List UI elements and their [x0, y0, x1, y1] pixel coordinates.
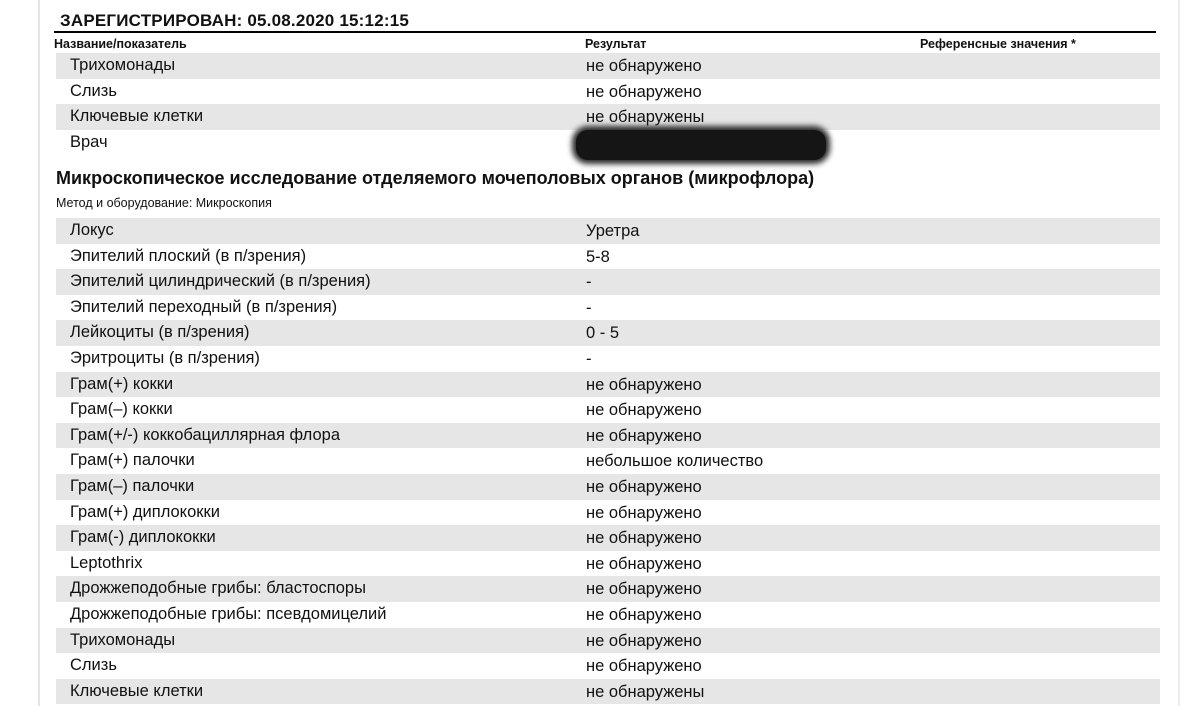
table-row: [56, 628, 1160, 654]
indicator-result: не обнаружено: [586, 401, 702, 420]
registration-datetime: ЗАРЕГИСТРИРОВАН: 05.08.2020 15:12:15: [60, 11, 410, 30]
table-row: [56, 448, 1160, 474]
indicator-name: Локус: [70, 221, 114, 239]
indicator-name: Грам(-) диплококки: [70, 528, 216, 547]
table-row: [56, 218, 1160, 244]
method-equipment: Метод и оборудование: Микроскопия: [56, 196, 272, 210]
indicator-result: не обнаружено: [586, 580, 702, 599]
indicator-name: Врач: [70, 132, 108, 151]
indicator-result: не обнаружено: [586, 631, 702, 650]
indicator-name: Дрожжеподобные грибы: бластоспоры: [70, 579, 366, 598]
indicator-name: Leptothrix: [70, 553, 143, 572]
page-edge-right: [1178, 0, 1180, 706]
indicator-result: не обнаружено: [586, 426, 702, 445]
table-row: [56, 551, 1160, 577]
indicator-result: не обнаружено: [586, 554, 702, 573]
table-row: [56, 320, 1160, 346]
indicator-name: Ключевые клетки: [70, 681, 204, 700]
table-row: [56, 104, 1160, 130]
page-edge-left: [38, 0, 40, 706]
table-row: [56, 346, 1160, 372]
column-header-reference: Референсные значения *: [920, 37, 1076, 51]
indicator-name: Слизь: [70, 656, 117, 675]
column-header-name: Название/показатель: [54, 37, 187, 51]
indicator-result: не обнаружено: [586, 606, 702, 624]
table-row: [56, 679, 1160, 705]
indicator-name: Трихомонады: [70, 56, 176, 74]
indicator-name: Эпителий переходный (в п/зрения): [70, 297, 338, 316]
indicator-result: не обнаружено: [586, 657, 702, 676]
table-row: [56, 269, 1160, 295]
indicator-result: не обнаружено: [586, 529, 702, 548]
indicator-result: не обнаружено: [586, 503, 702, 522]
indicator-name: Трихомонады: [70, 630, 176, 649]
table-row: [56, 244, 1160, 270]
indicator-result: небольшое количество: [586, 452, 764, 471]
table-row: [56, 525, 1160, 551]
indicator-name: Эритроциты (в п/зрения): [70, 349, 260, 367]
table-row: [56, 372, 1160, 398]
indicator-name: Грам(+) кокки: [70, 374, 174, 393]
indicator-name: Ключевые клетки: [70, 107, 204, 126]
indicator-name: Грам(+) диплококки: [70, 502, 220, 521]
indicator-name: Эпителий плоский (в п/зрения): [70, 246, 307, 265]
indicator-result: 5-8: [586, 247, 610, 266]
indicator-result: не обнаружено: [586, 375, 702, 394]
indicator-result: не обнаружено: [586, 478, 702, 496]
indicator-name: Грам(–) палочки: [70, 477, 195, 495]
indicator-result: -: [586, 273, 592, 292]
table-row: [56, 397, 1160, 423]
indicator-result: не обнаружены: [586, 682, 705, 701]
redacted-doctor-name: [576, 130, 826, 160]
header-divider: [54, 31, 1156, 33]
column-header-result: Результат: [585, 37, 647, 51]
indicator-result: -: [586, 350, 592, 368]
indicator-name: Грам(+) палочки: [70, 451, 195, 470]
indicator-name: Лейкоциты (в п/зрения): [70, 323, 250, 342]
table-row: [56, 53, 1160, 79]
indicator-name: Эпителий цилиндрический (в п/зрения): [70, 272, 371, 291]
table-row: [56, 79, 1160, 105]
indicator-name: Грам(–) кокки: [70, 400, 173, 419]
indicator-result: не обнаружено: [586, 82, 702, 101]
table-row: [56, 576, 1160, 602]
section-title: Микроскопическое исследование отделяемого мочеполовых органов (микрофлора): [56, 168, 815, 188]
indicator-result: не обнаружено: [586, 57, 702, 75]
table-row: [56, 295, 1160, 321]
table-row: [56, 602, 1160, 628]
table-row: [56, 423, 1160, 449]
indicator-result: -: [586, 298, 592, 317]
indicator-name: Грам(+/-) коккобациллярная флора: [70, 425, 341, 444]
indicator-result: не обнаружены: [586, 108, 705, 127]
table-row: [56, 653, 1160, 679]
table-row: [56, 500, 1160, 526]
indicator-result: 0 - 5: [586, 324, 620, 343]
indicator-result: Уретра: [586, 222, 640, 240]
indicator-name: Дрожжеподобные грибы: псевдомицелий: [70, 605, 387, 623]
indicator-name: Слизь: [70, 81, 117, 100]
table-row: [56, 474, 1160, 500]
